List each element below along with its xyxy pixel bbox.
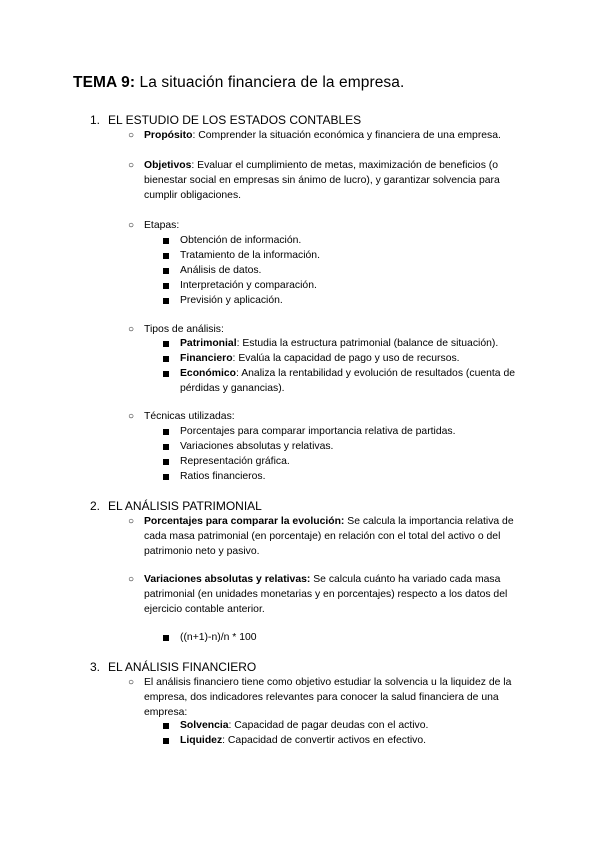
- sub-bold: Liquidez: [180, 735, 223, 746]
- sub-item: [163, 454, 533, 469]
- sub-text: Interpretación y comparación.: [180, 280, 317, 291]
- sub-text: : Evalúa la capacidad de pago y uso de recursos.: [232, 353, 460, 364]
- section-heading: [90, 660, 256, 674]
- item-text: Tipos de análisis:: [144, 324, 224, 335]
- square-bullet: [163, 341, 169, 347]
- square-bullet: [163, 474, 169, 480]
- section-number: 1.: [90, 113, 101, 127]
- square-bullet: [163, 238, 169, 244]
- hollow-bullet: ○: [128, 574, 135, 585]
- section-number: 3.: [90, 660, 101, 674]
- hollow-bullet: ○: [128, 516, 135, 527]
- sub-text: Obtención de información.: [180, 235, 302, 246]
- sub-text: Ratios financieros.: [180, 471, 266, 482]
- title-text: La situación financiera de la empresa.: [135, 74, 405, 91]
- hollow-bullet: ○: [128, 160, 135, 171]
- list-item: [128, 322, 528, 337]
- section-heading: [90, 113, 361, 127]
- section-heading: [90, 499, 262, 513]
- item-text: : Comprender la situación económica y financiera de una empresa.: [192, 130, 501, 141]
- section-label: EL ESTUDIO DE LOS ESTADOS CONTABLES: [108, 113, 362, 127]
- sub-item: [163, 469, 533, 484]
- square-bullet: [163, 268, 169, 274]
- item-text: El análisis financiero tiene como objetivo estudiar la solvencia u la liquidez de la empresa, dos indicadores relevantes para conocer la salud financiera de una empresa:: [144, 677, 512, 718]
- sub-text: : Capacidad de convertir activos en efectivo.: [222, 735, 427, 746]
- sub-item: [163, 278, 533, 293]
- item-bold: Objetivos: [144, 160, 192, 171]
- list-item: [128, 409, 528, 424]
- square-bullet: [163, 723, 169, 729]
- square-bullet: [163, 298, 169, 304]
- square-bullet: [163, 253, 169, 259]
- sub-item: [163, 718, 533, 733]
- list-item: [128, 218, 528, 233]
- item-bold: Propósito: [144, 130, 193, 141]
- sub-item: [163, 366, 533, 396]
- sub-text: Variaciones absolutas y relativas.: [180, 441, 334, 452]
- sub-text: : Capacidad de pagar deudas con el activo.: [228, 720, 429, 731]
- sub-item: [163, 630, 533, 645]
- item-text: Etapas:: [144, 220, 180, 231]
- item-bold: Porcentajes para comparar la evolución:: [144, 516, 345, 527]
- item-text: Se calcula cuánto ha variado cada masa patrimonial (en unidades monetarias y en porcentajes) respecto a los datos del ejercicio contable anterior.: [144, 574, 508, 615]
- sub-text: Tratamiento de la información.: [180, 250, 320, 261]
- section-label: EL ANÁLISIS PATRIMONIAL: [108, 499, 262, 513]
- list-item: [128, 675, 528, 720]
- item-text: Técnicas utilizadas:: [144, 411, 235, 422]
- sub-item: [163, 233, 533, 248]
- sub-item: [163, 336, 533, 351]
- hollow-bullet: ○: [128, 324, 135, 335]
- square-bullet: [163, 371, 169, 377]
- formula-text: ((n+1)-n)/n * 100: [180, 632, 257, 643]
- hollow-bullet: ○: [128, 677, 135, 688]
- item-text: : Evaluar el cumplimiento de metas, maximización de beneficios (o bienestar social en empresas sin ánimo de lucro), y garantizar solvencia para cumplir obligaciones.: [144, 160, 500, 201]
- sub-item: [163, 293, 533, 308]
- sub-item: [163, 733, 533, 748]
- list-item: [128, 158, 528, 203]
- square-bullet: [163, 635, 169, 641]
- hollow-bullet: ○: [128, 220, 135, 231]
- square-bullet: [163, 459, 169, 465]
- sub-item: [163, 439, 533, 454]
- sub-item: [163, 248, 533, 263]
- title-prefix: TEMA 9:: [73, 74, 136, 91]
- sub-bold: Financiero: [180, 353, 233, 364]
- sub-text: Previsión y aplicación.: [180, 295, 283, 306]
- section-label: EL ANÁLISIS FINANCIERO: [108, 660, 257, 674]
- square-bullet: [163, 356, 169, 362]
- sub-text: Representación gráfica.: [180, 456, 290, 467]
- sub-bold: Solvencia: [180, 720, 229, 731]
- square-bullet: [163, 283, 169, 289]
- sub-item: [163, 263, 533, 278]
- hollow-bullet: ○: [128, 411, 135, 422]
- sub-bold: Económico: [180, 368, 237, 379]
- list-item: [128, 572, 528, 617]
- square-bullet: [163, 444, 169, 450]
- sub-item: [163, 351, 533, 366]
- page-title: [73, 74, 404, 92]
- hollow-bullet: ○: [128, 130, 135, 141]
- sub-text: Porcentajes para comparar importancia relativa de partidas.: [180, 426, 456, 437]
- square-bullet: [163, 429, 169, 435]
- list-item: [128, 514, 528, 559]
- sub-text: : Estudia la estructura patrimonial (balance de situación).: [236, 338, 499, 349]
- sub-item: [163, 424, 533, 439]
- section-number: 2.: [90, 499, 101, 513]
- item-bold: Variaciones absolutas y relativas:: [144, 574, 311, 585]
- sub-text: Análisis de datos.: [180, 265, 262, 276]
- square-bullet: [163, 738, 169, 744]
- sub-bold: Patrimonial: [180, 338, 237, 349]
- item-text: Se calcula la importancia relativa de cada masa patrimonial (en porcentaje) en relación con el total del activo o del patrimonio neto y pasivo.: [144, 516, 514, 557]
- sub-text: : Analiza la rentabilidad y evolución de resultados (cuenta de pérdidas y ganancias).: [180, 368, 516, 394]
- list-item: [128, 128, 528, 143]
